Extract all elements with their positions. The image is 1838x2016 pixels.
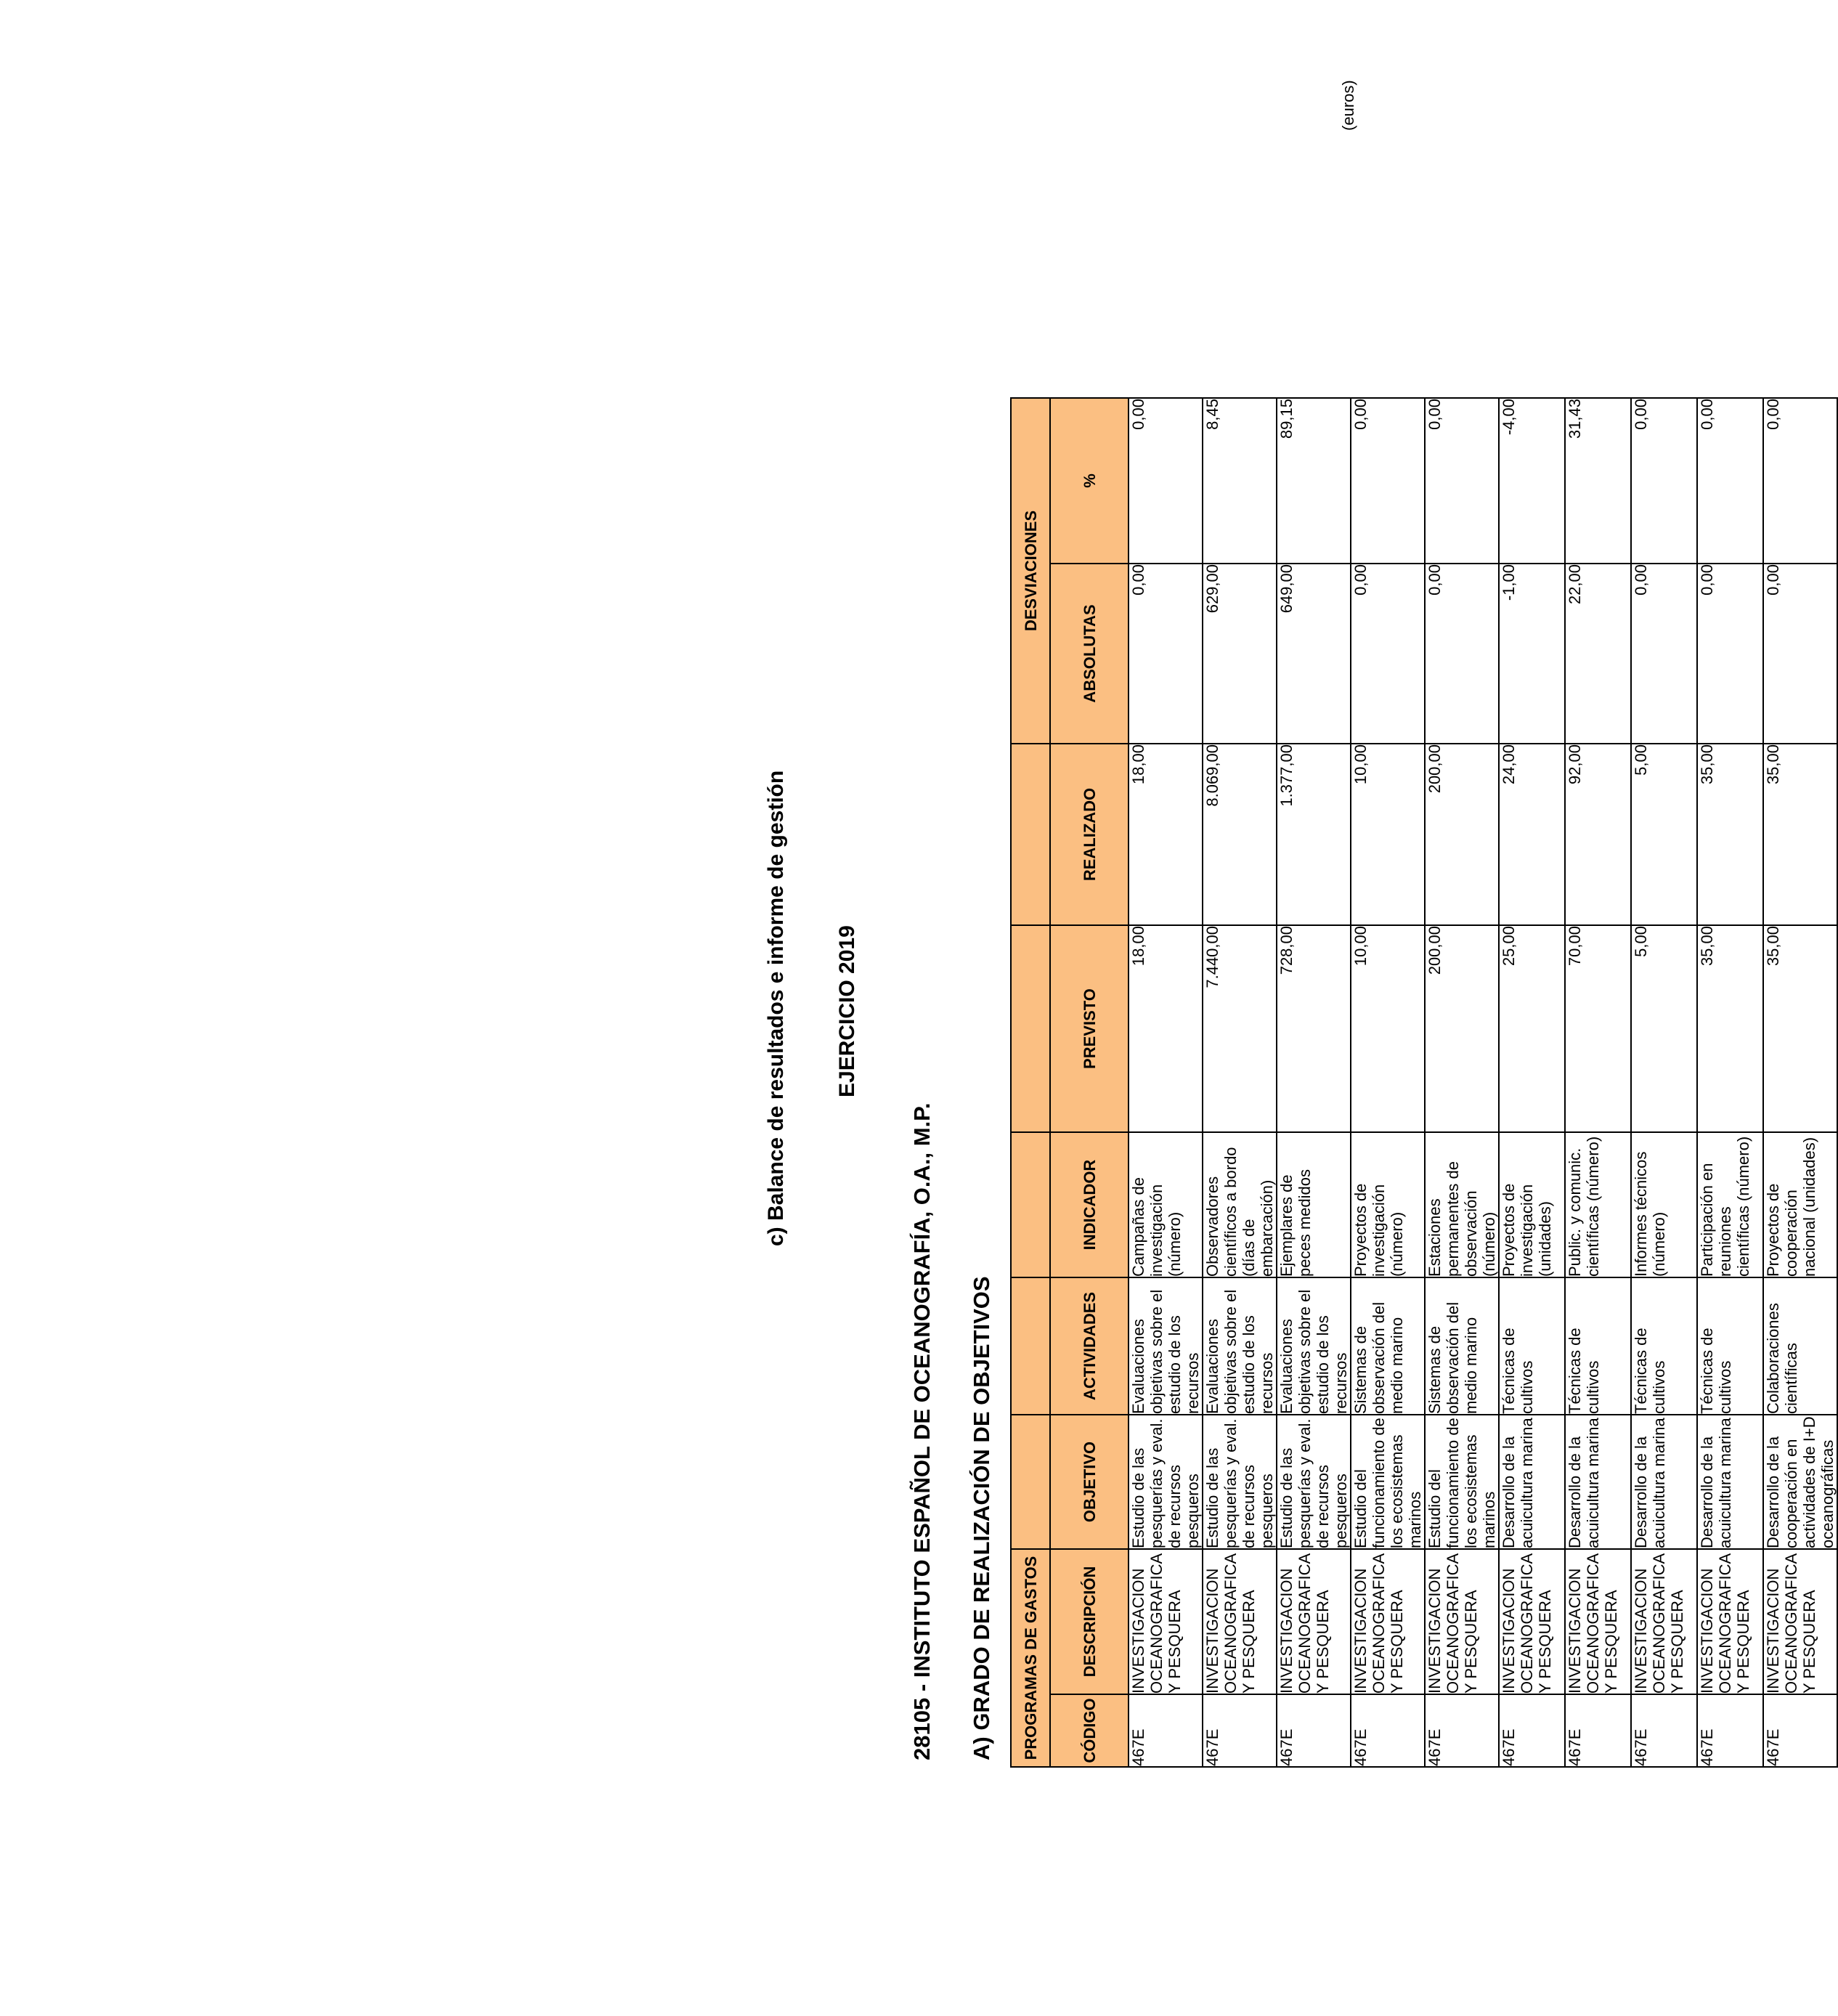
cell-activities: Evaluaciones objetivas sobre el estudio de los recursos [1129,1277,1203,1415]
cell-percent: 89,15 [1277,398,1351,564]
currency-unit: (euros) [1339,80,1357,131]
cell-objective: Estudio de las pesquerías y eval. de recursos pesqueros [1203,1415,1277,1549]
cell-objective: Desarrollo de la acuicultura marina [1697,1415,1763,1549]
cell-description: INVESTIGACION OCEANOGRAFICA Y PESQUERA [1425,1549,1499,1694]
table-row [1425,398,1499,1767]
cell-objective: Estudio de las pesquerías y eval. de recursos pesqueros [1129,1415,1203,1549]
table-row [1763,398,1837,1767]
cell-achieved: 35,00 [1763,744,1837,925]
col-header-percent: % [1050,398,1129,564]
section-title: c) Balance de resultados e informe de gestión [764,770,788,1246]
cell-percent: 8,45 [1203,398,1277,564]
cell-planned: 200,00 [1425,925,1499,1132]
cell-objective: Estudio del funcionamiento de los ecosistemas marinos [1351,1415,1425,1549]
cell-indicator: Ejemplares de peces medidos [1277,1132,1351,1277]
cell-planned: 728,00 [1277,925,1351,1132]
cell-achieved: 35,00 [1697,744,1763,925]
cell-description: INVESTIGACION OCEANOGRAFICA Y PESQUERA [1203,1549,1277,1694]
cell-indicator: Participación en reuniones científicas (número) [1697,1132,1763,1277]
cell-activities: Colaboraciones científicas [1763,1277,1837,1415]
cell-achieved: 200,00 [1425,744,1499,925]
table-row [1499,398,1565,1767]
cell-absolute: 22,00 [1565,564,1631,744]
col-header-achieved: REALIZADO [1050,744,1129,925]
cell-absolute: 649,00 [1277,564,1351,744]
cell-percent: 0,00 [1129,398,1203,564]
table-row [1351,398,1425,1767]
table-row [1203,398,1277,1767]
table-row [1277,398,1351,1767]
cell-achieved: 24,00 [1499,744,1565,925]
cell-code: 467E [1277,1694,1351,1767]
cell-percent: 0,00 [1763,398,1837,564]
cell-description: INVESTIGACION OCEANOGRAFICA Y PESQUERA [1351,1549,1425,1694]
cell-percent: 0,00 [1425,398,1499,564]
table-row [1631,398,1697,1767]
entity-title: 28105 - INSTITUTO ESPAÑOL DE OCEANOGRAFÍA, O.A., M.P. [909,1102,935,1760]
cell-planned: 10,00 [1351,925,1425,1132]
cell-percent: 0,00 [1697,398,1763,564]
cell-code: 467E [1631,1694,1697,1767]
cell-description: INVESTIGACION OCEANOGRAFICA Y PESQUERA [1277,1549,1351,1694]
cell-absolute: 0,00 [1763,564,1837,744]
cell-indicator: Public. y comunic. científicas (número) [1565,1132,1631,1277]
cell-objective: Desarrollo de la acuicultura marina [1565,1415,1631,1549]
cell-code: 467E [1565,1694,1631,1767]
group-header-blank [1011,744,1050,925]
cell-objective: Desarrollo de la acuicultura marina [1631,1415,1697,1549]
col-header-absolute: ABSOLUTAS [1050,564,1129,744]
cell-absolute: 0,00 [1425,564,1499,744]
cell-activities: Técnicas de cultivos [1565,1277,1631,1415]
table-body [1129,398,1837,1767]
cell-achieved: 1.377,00 [1277,744,1351,925]
cell-absolute: 0,00 [1631,564,1697,744]
cell-achieved: 8.069,00 [1203,744,1277,925]
cell-description: INVESTIGACION OCEANOGRAFICA Y PESQUERA [1697,1549,1763,1694]
cell-code: 467E [1351,1694,1425,1767]
cell-percent: -4,00 [1499,398,1565,564]
cell-indicator: Proyectos de cooperación nacional (unidades) [1763,1132,1837,1277]
cell-objective: Estudio del funcionamiento de los ecosistemas marinos [1425,1415,1499,1549]
cell-indicator: Observadores científicos a bordo (días de embarcación) [1203,1132,1277,1277]
group-header-blank [1011,1132,1050,1277]
cell-objective: Desarrollo de la cooperación en actividades de I+D oceanográficas [1763,1415,1837,1549]
cell-objective: Desarrollo de la acuicultura marina [1499,1415,1565,1549]
cell-planned: 25,00 [1499,925,1565,1132]
group-header-blank [1011,1415,1050,1549]
col-header-planned: PREVISTO [1050,925,1129,1132]
objectives-table [1010,397,1838,1768]
table-row [1129,398,1203,1767]
cell-absolute: 0,00 [1697,564,1763,744]
cell-indicator: Proyectos de investigación (unidades) [1499,1132,1565,1277]
cell-activities: Técnicas de cultivos [1631,1277,1697,1415]
cell-activities: Evaluaciones objetivas sobre el estudio de los recursos [1203,1277,1277,1415]
cell-planned: 5,00 [1631,925,1697,1132]
group-header-blank [1011,925,1050,1132]
exercise-year: EJERCICIO 2019 [835,925,859,1097]
cell-description: INVESTIGACION OCEANOGRAFICA Y PESQUERA [1499,1549,1565,1694]
cell-achieved: 18,00 [1129,744,1203,925]
cell-indicator: Estaciones permanentes de observación (número) [1425,1132,1499,1277]
cell-achieved: 10,00 [1351,744,1425,925]
cell-code: 467E [1499,1694,1565,1767]
cell-indicator: Informes técnicos (número) [1631,1132,1697,1277]
cell-objective: Estudio de las pesquerías y eval. de recursos pesqueros [1277,1415,1351,1549]
column-header-row [1050,398,1129,1767]
cell-planned: 70,00 [1565,925,1631,1132]
cell-description: INVESTIGACION OCEANOGRAFICA Y PESQUERA [1631,1549,1697,1694]
group-header-blank [1011,1277,1050,1415]
col-header-indicator: INDICADOR [1050,1132,1129,1277]
cell-description: INVESTIGACION OCEANOGRAFICA Y PESQUERA [1565,1549,1631,1694]
table-row [1697,398,1763,1767]
cell-description: INVESTIGACION OCEANOGRAFICA Y PESQUERA [1129,1549,1203,1694]
col-header-description: DESCRIPCIÓN [1050,1549,1129,1694]
cell-indicator: Campañas de investigación (número) [1129,1132,1203,1277]
cell-code: 467E [1763,1694,1837,1767]
cell-code: 467E [1697,1694,1763,1767]
deviations-group-header: DESVIACIONES [1011,398,1050,744]
cell-absolute: 0,00 [1129,564,1203,744]
cell-activities: Evaluaciones objetivas sobre el estudio de los recursos [1277,1277,1351,1415]
cell-planned: 35,00 [1697,925,1763,1132]
cell-activities: Técnicas de cultivos [1499,1277,1565,1415]
cell-percent: 0,00 [1631,398,1697,564]
cell-code: 467E [1203,1694,1277,1767]
table-row [1565,398,1631,1767]
cell-planned: 7.440,00 [1203,925,1277,1132]
programs-group-header: PROGRAMAS DE GASTOS [1011,1549,1050,1767]
col-header-activities: ACTIVIDADES [1050,1277,1129,1415]
cell-code: 467E [1129,1694,1203,1767]
cell-description: INVESTIGACION OCEANOGRAFICA Y PESQUERA [1763,1549,1837,1694]
cell-absolute: 629,00 [1203,564,1277,744]
cell-activities: Sistemas de observación del medio marino [1351,1277,1425,1415]
cell-planned: 35,00 [1763,925,1837,1132]
col-header-objective: OBJETIVO [1050,1415,1129,1549]
cell-activities: Sistemas de observación del medio marino [1425,1277,1499,1415]
cell-achieved: 5,00 [1631,744,1697,925]
report-subtitle: A) GRADO DE REALIZACIÓN DE OBJETIVOS [969,1276,994,1760]
cell-activities: Técnicas de cultivos [1697,1277,1763,1415]
group-header-row [1011,398,1050,1767]
cell-percent: 0,00 [1351,398,1425,564]
cell-absolute: -1,00 [1499,564,1565,744]
cell-planned: 18,00 [1129,925,1203,1132]
cell-absolute: 0,00 [1351,564,1425,744]
cell-code: 467E [1425,1694,1499,1767]
col-header-code: CÓDIGO [1050,1694,1129,1767]
cell-indicator: Proyectos de investigación (número) [1351,1132,1425,1277]
cell-percent: 31,43 [1565,398,1631,564]
cell-achieved: 92,00 [1565,744,1631,925]
